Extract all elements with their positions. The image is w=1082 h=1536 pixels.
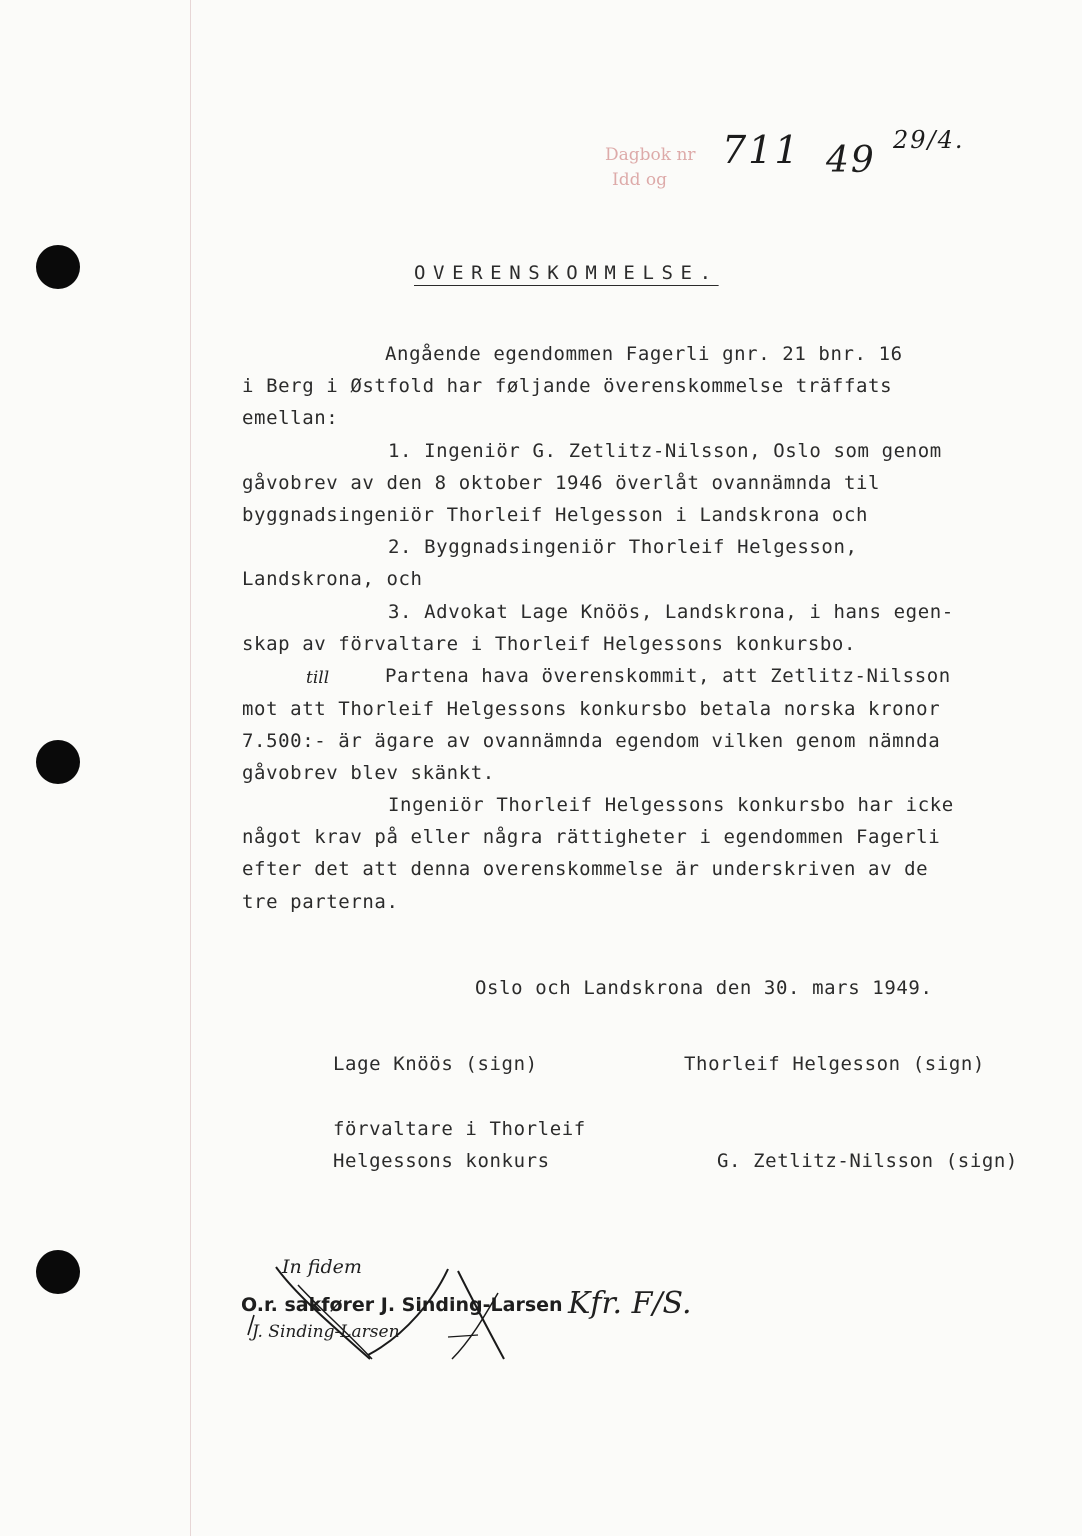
punch-hole-middle bbox=[36, 740, 80, 784]
registry-year: 49 bbox=[826, 140, 876, 181]
document-title: OVERENSKOMMELSE. bbox=[414, 262, 719, 284]
body-line: byggnadsingeniör Thorleif Helgesson i Landskrona och bbox=[242, 504, 869, 526]
handwritten-signature bbox=[238, 1255, 578, 1365]
lawyer-stamp: O.r. sakfører J. Sinding-Larsen bbox=[241, 1294, 563, 1316]
registry-stamp-line-2: Idd og bbox=[612, 170, 668, 190]
punch-hole-bottom bbox=[36, 1250, 80, 1294]
body-line: skap av förvaltare i Thorleif Helgessons konkursbo. bbox=[242, 633, 856, 655]
body-line: efter det att denna overenskommelse är underskriven av de bbox=[242, 858, 929, 880]
registry-number: 711 bbox=[722, 128, 801, 172]
registry-stamp-line-1: Dagbok nr bbox=[605, 145, 696, 165]
body-line: Ingeniör Thorleif Helgessons konkursbo har icke bbox=[388, 794, 954, 816]
body-line: något krav på eller några rättigheter i egendommen Fagerli bbox=[242, 826, 941, 848]
body-line: 3. Advokat Lage Knöös, Landskrona, i hans egen- bbox=[388, 601, 954, 623]
signature-left-role-2: Helgessons konkurs bbox=[333, 1150, 550, 1172]
body-line: 2. Byggnadsingeniör Thorleif Helgesson, bbox=[388, 536, 858, 558]
body-line: Angående egendommen Fagerli gnr. 21 bnr. 16 bbox=[385, 343, 903, 365]
signature-right-2: G. Zetlitz-Nilsson (sign) bbox=[717, 1150, 1018, 1172]
registry-date: 29/4. bbox=[893, 126, 965, 154]
body-line: tre parterna. bbox=[242, 891, 399, 913]
body-line: gåvobrev av den 8 oktober 1946 överlåt ovannämnda til bbox=[242, 472, 881, 494]
signature-left-role-1: förvaltare i Thorleif bbox=[333, 1118, 586, 1140]
place-date: Oslo och Landskrona den 30. mars 1949. bbox=[475, 977, 933, 999]
in-fidem-note: In fidem bbox=[282, 1256, 362, 1278]
body-line: i Berg i Østfold har føljande överenskommelse träffats bbox=[242, 375, 893, 397]
body-line: 1. Ingeniör G. Zetlitz-Nilsson, Oslo som genom bbox=[388, 440, 942, 462]
handwritten-signature-text: J. Sinding-Larsen bbox=[252, 1322, 400, 1342]
body-line: Landskrona, och bbox=[242, 568, 423, 590]
body-line: mot att Thorleif Helgessons konkursbo betala norska kronor bbox=[242, 698, 941, 720]
body-line: Partena hava överenskommit, att Zetlitz-Nilsson bbox=[385, 665, 951, 687]
body-line: 7.500:- är ägare av ovannämnda egendom vilken genom nämnda bbox=[242, 730, 941, 752]
signature-left: Lage Knöös (sign) bbox=[333, 1053, 538, 1075]
interlinear-note: till bbox=[306, 668, 330, 688]
punch-hole-top bbox=[36, 245, 80, 289]
body-line: gåvobrev blev skänkt. bbox=[242, 762, 495, 784]
signature-right: Thorleif Helgesson (sign) bbox=[684, 1053, 985, 1075]
margin-line bbox=[190, 0, 191, 1536]
body-line: emellan: bbox=[242, 407, 339, 429]
reference-note: Kfr. F/S. bbox=[568, 1286, 692, 1321]
